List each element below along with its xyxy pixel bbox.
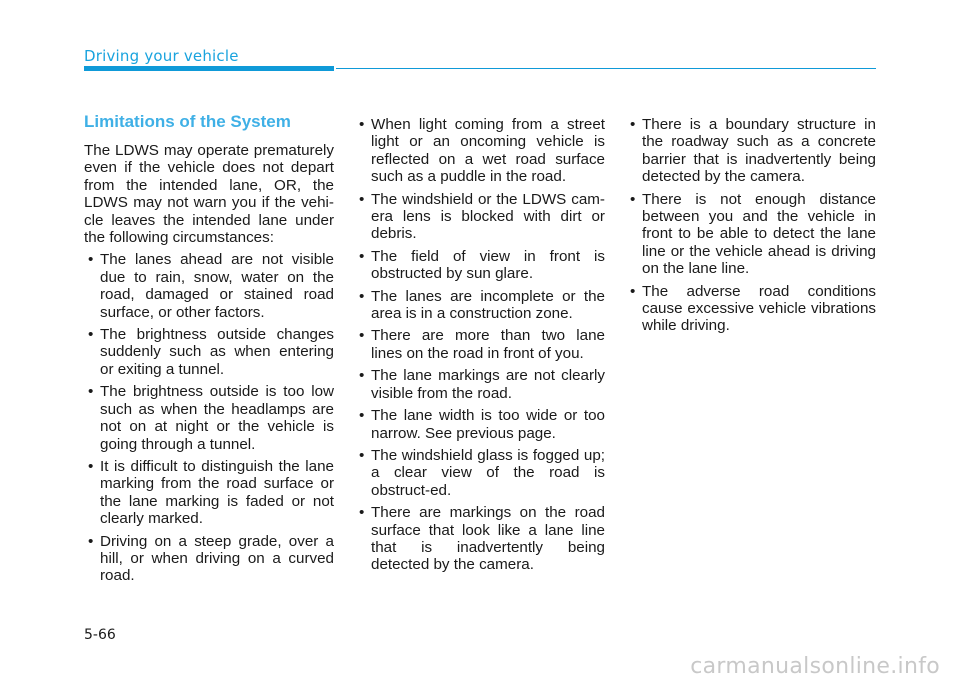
column-2 <box>355 116 605 579</box>
section-heading: Limitations of the System <box>84 112 291 131</box>
column-1 <box>84 112 334 590</box>
header-rule-thick <box>84 66 334 71</box>
list-item: • The lane width is too wide or too narrow. See previous page. <box>355 407 605 442</box>
list-item: • The windshield or the LDWS cam-era lens is blocked with dirt or debris. <box>355 191 605 243</box>
list-item: • There are more than two lane lines on the road in front of you. <box>355 327 605 362</box>
list-item: • The windshield glass is fogged up; a clear view of the road is obstruct-ed. <box>355 447 605 499</box>
bullet-list-2 <box>355 116 605 574</box>
list-item: • The lanes ahead are not visible due to rain, snow, water on the road, damaged or stained road surface, or other factors. <box>84 251 334 321</box>
bullet-list-3 <box>626 116 876 335</box>
list-item: • It is difficult to distinguish the lane marking from the road surface or the lane marking is faded or not clearly marked. <box>84 458 334 528</box>
watermark-link[interactable]: carmanualsonline.info <box>690 654 940 679</box>
list-item: • There are markings on the road surface that look like a lane line that is inadvertently being detected by the camera. <box>355 504 605 574</box>
list-item: • The lanes are incomplete or the area is in a construction zone. <box>355 288 605 323</box>
page-number: 5-66 <box>84 627 116 643</box>
header-rule-thin <box>336 68 876 69</box>
list-item: • Driving on a steep grade, over a hill, or when driving on a curved road. <box>84 533 334 585</box>
intro-paragraph: The LDWS may operate prematurely even if the vehicle does not depart from the intended lane, OR, the LDWS may not warn you if the vehi-cle leaves the intended lane under the following circumstances: <box>84 142 334 247</box>
list-item: • The brightness outside is too low such as when the headlamps are not on at night or the vehicle is going through a tunnel. <box>84 383 334 453</box>
list-item: • When light coming from a street light or an oncoming vehicle is reflected on a wet road surface such as a puddle in the road. <box>355 116 605 186</box>
list-item: • The brightness outside changes suddenly such as when entering or exiting a tunnel. <box>84 326 334 378</box>
list-item: • There is a boundary structure in the roadway such as a concrete barrier that is inadvertently being detected by the camera. <box>626 116 876 186</box>
list-item: • The field of view in front is obstructed by sun glare. <box>355 248 605 283</box>
header-title: Driving your vehicle <box>84 47 239 65</box>
list-item: • There is not enough distance between you and the vehicle in front to be able to detect the lane line or the vehicle ahead is driving on the lane line. <box>626 191 876 278</box>
list-item: • The adverse road conditions cause excessive vehicle vibrations while driving. <box>626 283 876 335</box>
bullet-list-1 <box>84 251 334 584</box>
list-item: • The lane markings are not clearly visible from the road. <box>355 367 605 402</box>
column-3 <box>626 116 876 340</box>
